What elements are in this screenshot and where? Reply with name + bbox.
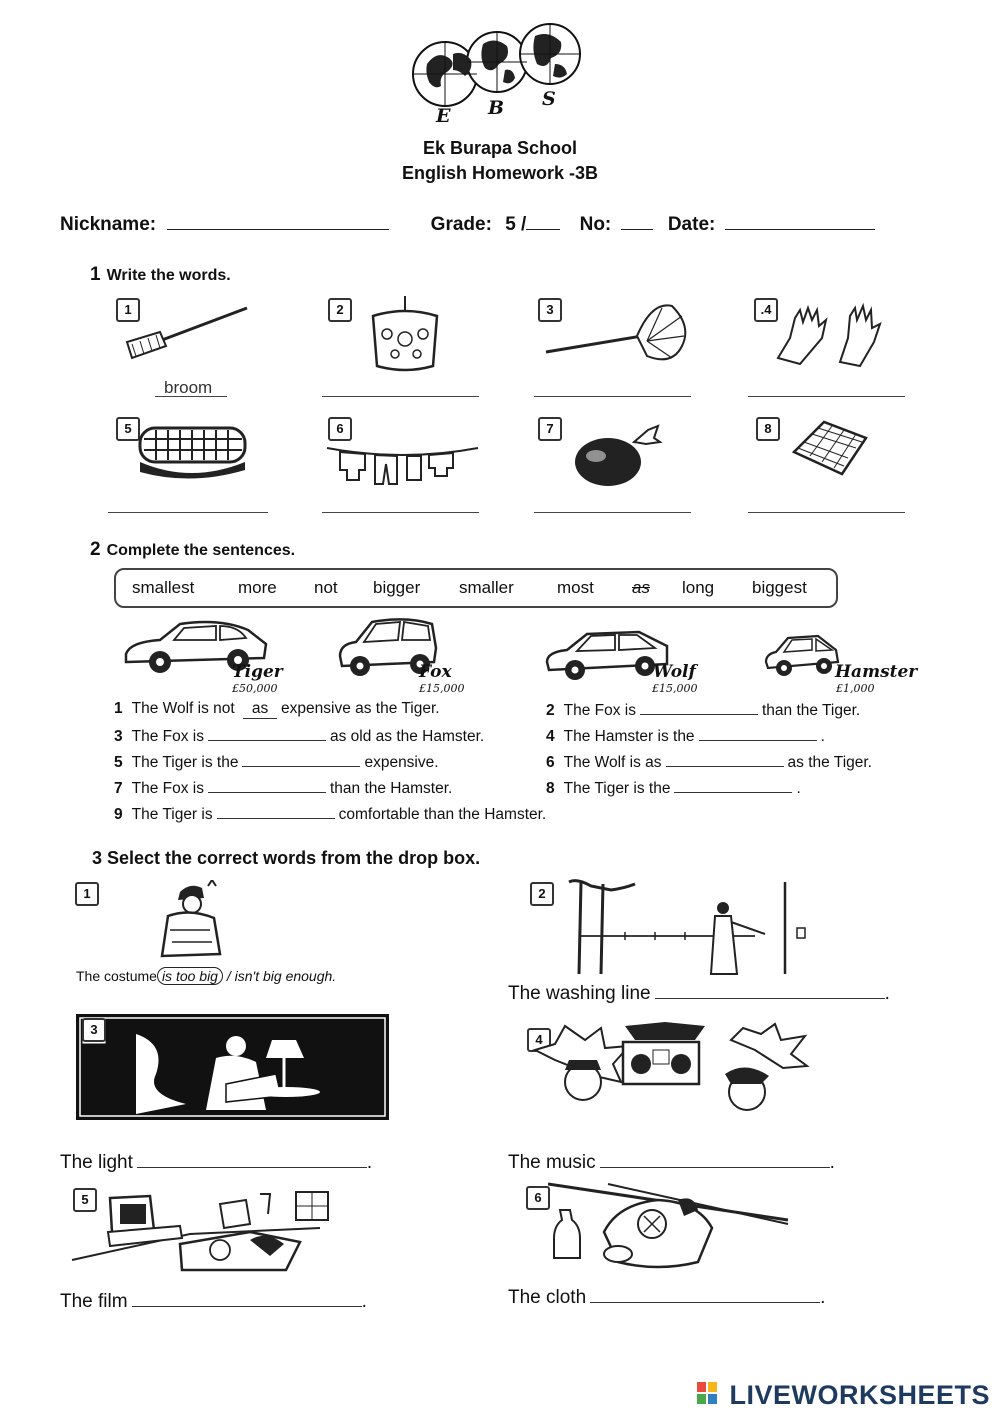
answer-field-8[interactable] [748,512,905,513]
section1-number: 1 [90,264,101,285]
cloth-icon [790,418,870,478]
date-label: Date: [667,214,716,235]
nickname-field[interactable] [167,211,389,230]
answer-field-2[interactable] [322,396,479,397]
item-number-box: 3 [82,1018,106,1042]
section1-heading [90,264,231,286]
sentence-8: 8 The Tiger is the . [546,780,801,797]
sentence-3: 3 The Fox is as old as the Hamster. [114,728,485,745]
rubber-gloves-icon [770,298,895,368]
number-field[interactable] [621,211,653,230]
word-bank-item: not [314,578,338,597]
section2-heading [90,539,295,561]
sentence-5: 5 The Tiger is the expensive. [114,754,439,771]
loud-music-picture [525,1020,815,1122]
reading-light-picture [76,1014,389,1120]
sentence-6: 6 The Wolf is as as the Tiger. [546,754,872,771]
washing-line-woman-picture [555,878,815,976]
q3-dropdown-5[interactable] [132,1290,362,1307]
answer-example-text: broom [164,378,213,397]
word-bank-item: more [238,578,277,597]
car-hamster-icon [762,632,842,682]
sentence-gap[interactable] [666,752,784,767]
item-number-box: 1 [116,298,140,322]
section1-title: Write the words. [106,267,231,284]
item-number-box: 6 [526,1186,550,1210]
header-fields [60,211,875,236]
q3-item-5: The film . [60,1291,367,1312]
item-number-box: 2 [328,298,352,322]
lampshade-icon [365,294,445,374]
sentence-1: 1 The Wolf is not as expensive as the Tiger. [114,700,440,717]
no-label: No: [579,214,612,235]
item-number-box: .4 [754,298,778,322]
sentence-2: 2 The Fox is than the Tiger. [546,702,861,719]
q3-dropdown-2[interactable] [655,982,885,999]
date-field[interactable] [725,211,875,230]
school-name: Ek Burapa School [422,138,578,158]
answer-field-6[interactable] [322,512,479,513]
car-name-fox: Fox [419,662,452,682]
grade-label: Grade: [430,214,492,235]
section3-heading: 3 Select the correct words from the drop box. [92,848,481,868]
item-number-box: 5 [116,417,140,441]
answer-field-7[interactable] [534,512,691,513]
washing-line-icon [325,440,480,490]
car-name-hamster: Hamster [835,662,918,682]
q3-dropdown-3[interactable] [137,1151,367,1168]
sentence-gap[interactable] [208,778,326,793]
dirty-cloth-picture [548,1180,792,1272]
section2-title: Complete the sentences. [106,542,296,559]
section2-number: 2 [90,539,101,560]
sentence-7: 7 The Fox is than the Hamster. [114,780,453,797]
item-number-box: 4 [527,1028,551,1052]
item-number-box: 8 [756,417,780,441]
item-number-box: 5 [73,1188,97,1212]
answer-field-3[interactable] [534,396,691,397]
sentence-9: 9 The Tiger is comfortable than the Hamster. [114,806,547,823]
liveworksheets-brand[interactable]: LIVEWORKSHEETS [729,1380,990,1410]
example-sentence: The costume is too big / isn't big enough. [76,968,337,984]
item-number-box: 2 [530,882,554,906]
word-bank-item: smallest [132,578,195,597]
sentence-gap[interactable] [208,726,326,741]
grade-value: 5 / [505,214,527,235]
sentence-gap[interactable] [674,778,792,793]
word-bank-item: bigger [373,578,421,597]
q3-item-3: The light . [60,1152,373,1173]
item-number-box: 3 [538,298,562,322]
q3-item-6: The cloth . [508,1287,826,1308]
item-number-box: 7 [538,417,562,441]
logo-letter-e: E [436,105,451,127]
sentence-gap[interactable] [640,700,758,715]
brand-logo-icon [697,1382,717,1404]
word-bank-item: most [557,578,594,597]
answer-field-4[interactable] [748,396,905,397]
sentence-gap[interactable] [242,752,360,767]
costume-boy-picture [150,880,230,962]
car-name-wolf: Wolf [653,662,696,682]
word-bank-item-crossed: as [632,578,650,597]
sentence-1-example-answer: as [243,700,277,719]
word-bank-item: biggest [752,578,807,597]
grade-class-field[interactable] [526,211,560,230]
rubbish-bag-icon [570,420,665,490]
car-price-wolf: £15,000 [652,682,698,695]
feather-duster-icon [542,296,692,366]
item-number-box: 1 [75,882,99,906]
car-price-tiger: £50,000 [232,682,278,695]
sentence-gap[interactable] [217,804,335,819]
circled-answer: is too big [157,967,223,985]
homework-title: English Homework -3B [401,163,599,183]
car-price-hamster: £1,000 [836,682,875,695]
sentence-gap[interactable] [699,726,817,741]
film-tv-picture [70,1184,340,1272]
car-price-fox: £15,000 [419,682,465,695]
q3-item-4: The music . [508,1152,835,1173]
q3-item-2: The washing line . [508,983,890,1004]
nickname-label: Nickname: [60,214,157,235]
q3-dropdown-6[interactable] [590,1286,820,1303]
sentence-4: 4 The Hamster is the . [546,728,825,745]
q3-dropdown-4[interactable] [600,1151,830,1168]
logo-letter-b: B [488,97,505,119]
car-name-tiger: Tiger [232,662,283,682]
answer-field-5[interactable] [108,512,268,513]
item-number-box: 6 [328,417,352,441]
answer-field-1[interactable] [155,396,227,397]
sponge-icon [136,422,251,482]
word-bank-item: smaller [459,578,514,597]
broom-icon [122,302,252,362]
word-bank-item: long [682,578,715,597]
logo-letter-s: S [542,88,556,110]
